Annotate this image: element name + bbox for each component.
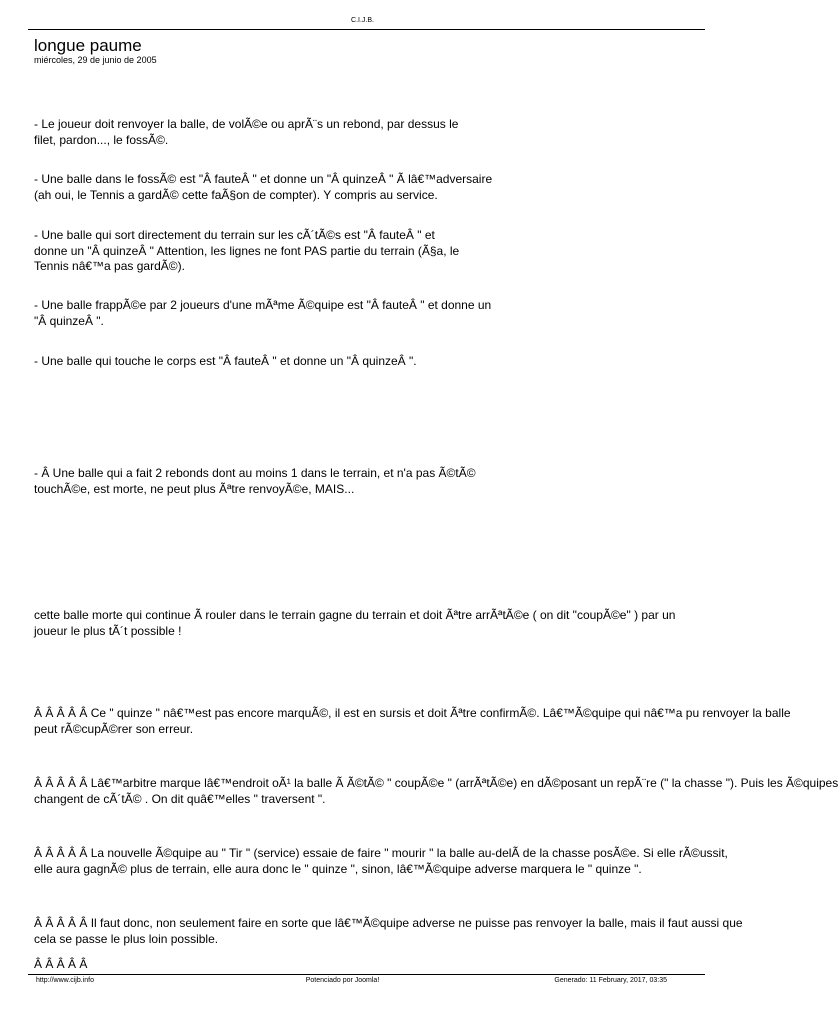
footer-powered-by: Potenciado por Joomla! [305,977,380,984]
article-paragraph [34,916,743,947]
footer-url: http://www.cijb.info [36,977,94,984]
site-header: C.I.J.B. [351,17,374,24]
article-date: miércoles, 29 de junio de 2005 [34,55,157,65]
paragraph-line: changent de cÃ´tÃ© . On dit quâ€™elles " traversent ". [34,791,326,806]
paragraph-line: cette balle morte qui continue Ã rouler dans le terrain gagne du terrain et doit Ãªtre arrÃªtÃ©e ( on dit "coupÃ©e" ) par un [34,608,676,622]
paragraph-line: "Â quinzeÂ ". [34,313,104,328]
paragraph-line: - Une balle dans le fossÃ© est "Â fauteÂ " et donne un "Â quinzeÂ " Ã lâ€™adversaire [34,172,493,186]
paragraph-line: (ah oui, le Tennis a gardÃ© cette faÃ§on de compter). Y compris au service. [34,187,438,202]
article-paragraph [34,846,728,877]
paragraph-line: peut rÃ©cupÃ©rer son erreur. [34,721,194,736]
paragraph-line: touchÃ©e, est morte, ne peut plus Ãªtre renvoyÃ©e, MAIS... [34,481,355,496]
paragraph-line: - Â Une balle qui a fait 2 rebonds dont au moins 1 dans le terrain, et n'a pas Ã©tÃ© [34,466,476,480]
paragraph-line: filet, pardon..., le fossÃ©. [34,132,169,147]
paragraph-line: elle aura gagnÃ© plus de terrain, elle aura donc le " quinze ", sinon, lâ€™Ã©quipe adverse marquera le " quinze ". [34,861,642,876]
paragraph-line: - Une balle qui sort directement du terrain sur les cÃ´tÃ©s est "Â fauteÂ " et [34,228,435,242]
article-title: longue paume [34,36,142,55]
article-paragraph [34,776,838,807]
paragraph-line: - Une balle qui touche le corps est "Â fauteÂ " et donne un "Â quinzeÂ ". [34,354,417,368]
paragraph-line: joueur le plus tÃ´t possible ! [34,623,182,638]
paragraph-line: - Une balle frappÃ©e par 2 joueurs d'une mÃªme Ã©quipe est "Â fauteÂ " et donne un [34,298,492,312]
article-paragraph [34,957,87,973]
article-paragraph [34,228,459,275]
footer-generated-date: Generado: 11 February, 2017, 03:35 [554,977,667,984]
paragraph-line: Â Â Â Â Â La nouvelle Ã©quipe au " Tir " (service) essaie de faire " mourir " la balle au-delÃ de la chasse posÃ©e. Si elle rÃ©ussit, [34,846,728,860]
article-paragraph [34,172,492,203]
article-paragraph [34,466,476,497]
article-paragraph [34,706,791,737]
paragraph-line: cela se passe le plus loin possible. [34,931,219,946]
article-paragraph [34,298,491,329]
paragraph-line: Â Â Â Â Â [34,957,88,971]
article-paragraph [34,608,675,639]
paragraph-line: Tennis nâ€™a pas gardÃ©). [34,259,185,273]
paragraph-line: - Le joueur doit renvoyer la balle, de volÃ©e ou aprÃ¨s un rebond, par dessus le [34,117,459,131]
header-divider [28,29,705,30]
footer-divider [28,974,705,975]
paragraph-line: Â Â Â Â Â Ce " quinze " nâ€™est pas encore marquÃ©, il est en sursis et doit Ãªtre confirmÃ©. Lâ€™Ã©quipe qui nâ€™a pu renvoyer la balle [34,706,791,720]
paragraph-line: Â Â Â Â Â Il faut donc, non seulement faire en sorte que lâ€™Ã©quipe adverse ne puisse pas renvoyer la balle, mais il faut aussi que [34,916,743,930]
article-paragraph [34,354,417,370]
paragraph-line: Â Â Â Â Â Lâ€™arbitre marque lâ€™endroit oÃ¹ la balle Ã Ã©tÃ© " coupÃ©e " (arrÃªtÃ©e) en dÃ©posant un repÃ¨re (" la chasse "). Puis les Ã©quipes [34,776,838,790]
paragraph-line: donne un "Â quinzeÂ " Attention, les lignes ne font PAS partie du terrain (Ã§a, le [34,243,460,258]
article-paragraph [34,117,458,148]
